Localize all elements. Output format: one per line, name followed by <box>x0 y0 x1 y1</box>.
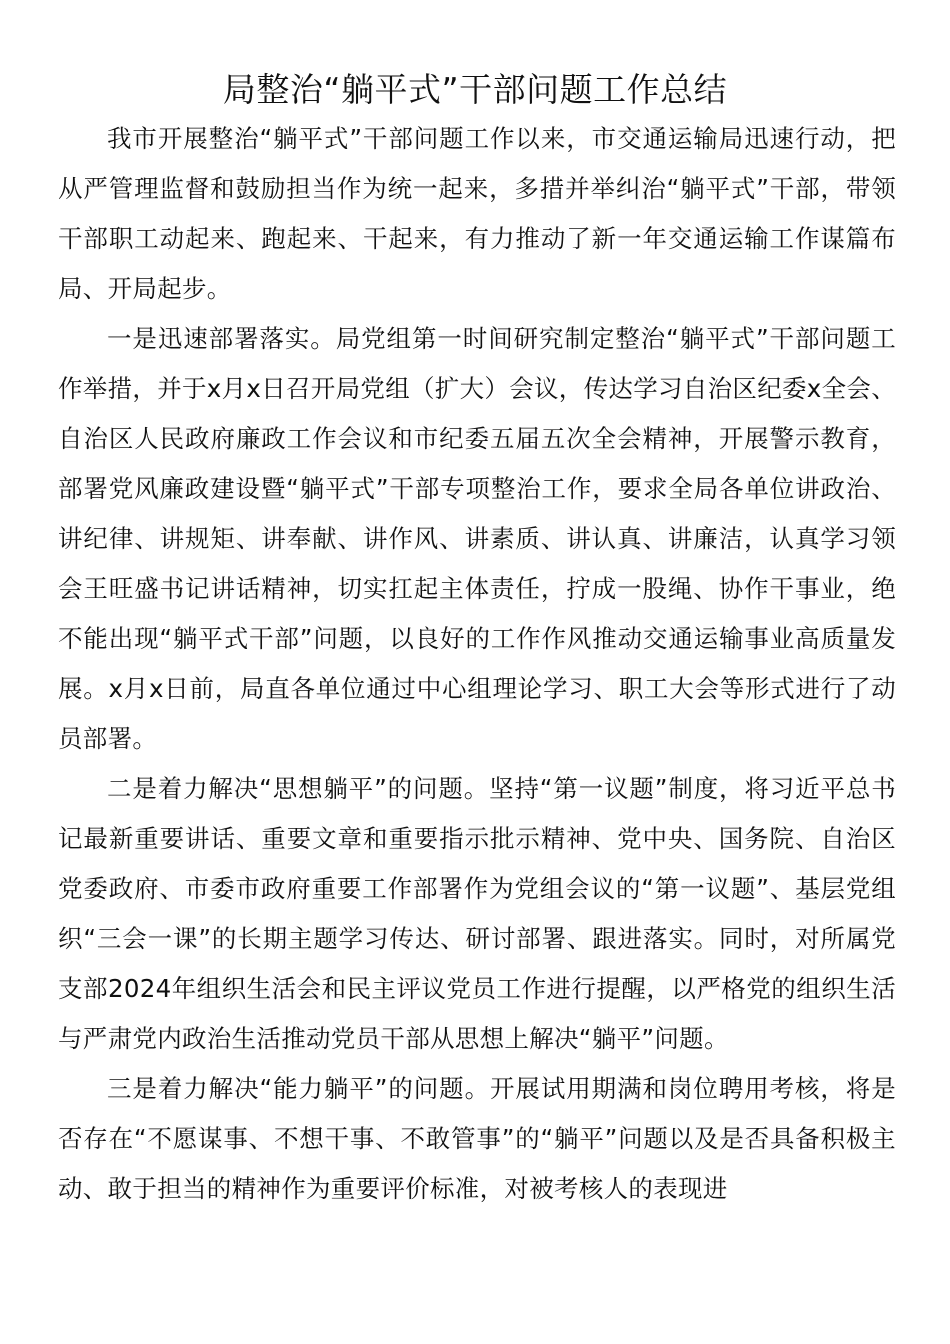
document-title: 局整治“躺平式”干部问题工作总结 <box>222 70 728 109</box>
paragraph-intro: 我市开展整治“躺平式”干部问题工作以来，市交通运输局迅速行动，把从严管理监督和鼓励担当作为统一起来，多措并举纠治“躺平式”干部，带领干部职工动起来、跑起来、干起来，有力推动了新一年交通运输工作谋篇布局、开局起步。 <box>58 124 896 303</box>
paragraph-ability-lying-flat: 三是着力解决“能力躺平”的问题。开展试用期满和岗位聘用考核，将是否存在“不愿谋事、不想干事、不敢管事”的“躺平”问题以及是否具备积极主动、敢于担当的精神作为重要评价标准，对被考核人的表现进 <box>58 1074 896 1203</box>
document-body <box>58 114 896 1214</box>
paragraph-thought-lying-flat: 二是着力解决“思想躺平”的问题。坚持“第一议题”制度，将习近平总书记最新重要讲话、重要文章和重要指示批示精神、党中央、国务院、自治区党委政府、市委市政府重要工作部署作为党组会议的“第一议题”、基层党组织“三会一课”的长期主题学习传达、研讨部署、跟进落实。同时，对所属党支部2024年组织生活会和民主评议党员工作进行提醒，以严格党的组织生活与严肃党内政治生活推动党员干部从思想上解决“躺平”问题。 <box>58 774 896 1053</box>
paragraph-deployment: 一是迅速部署落实。局党组第一时间研究制定整治“躺平式”干部问题工作举措，并于x月x日召开局党组（扩大）会议，传达学习自治区纪委x全会、自治区人民政府廉政工作会议和市纪委五届五次全会精神，开展警示教育，部署党风廉政建设暨“躺平式”干部专项整治工作，要求全局各单位讲政治、讲纪律、讲规矩、讲奉献、讲作风、讲素质、讲认真、讲廉洁，认真学习领会王旺盛书记讲话精神，切实扛起主体责任，拧成一股绳、协作干事业，绝不能出现“躺平式干部”问题，以良好的工作作风推动交通运输事业高质量发展。x月x日前，局直各单位通过中心组理论学习、职工大会等形式进行了动员部署。 <box>58 324 896 753</box>
